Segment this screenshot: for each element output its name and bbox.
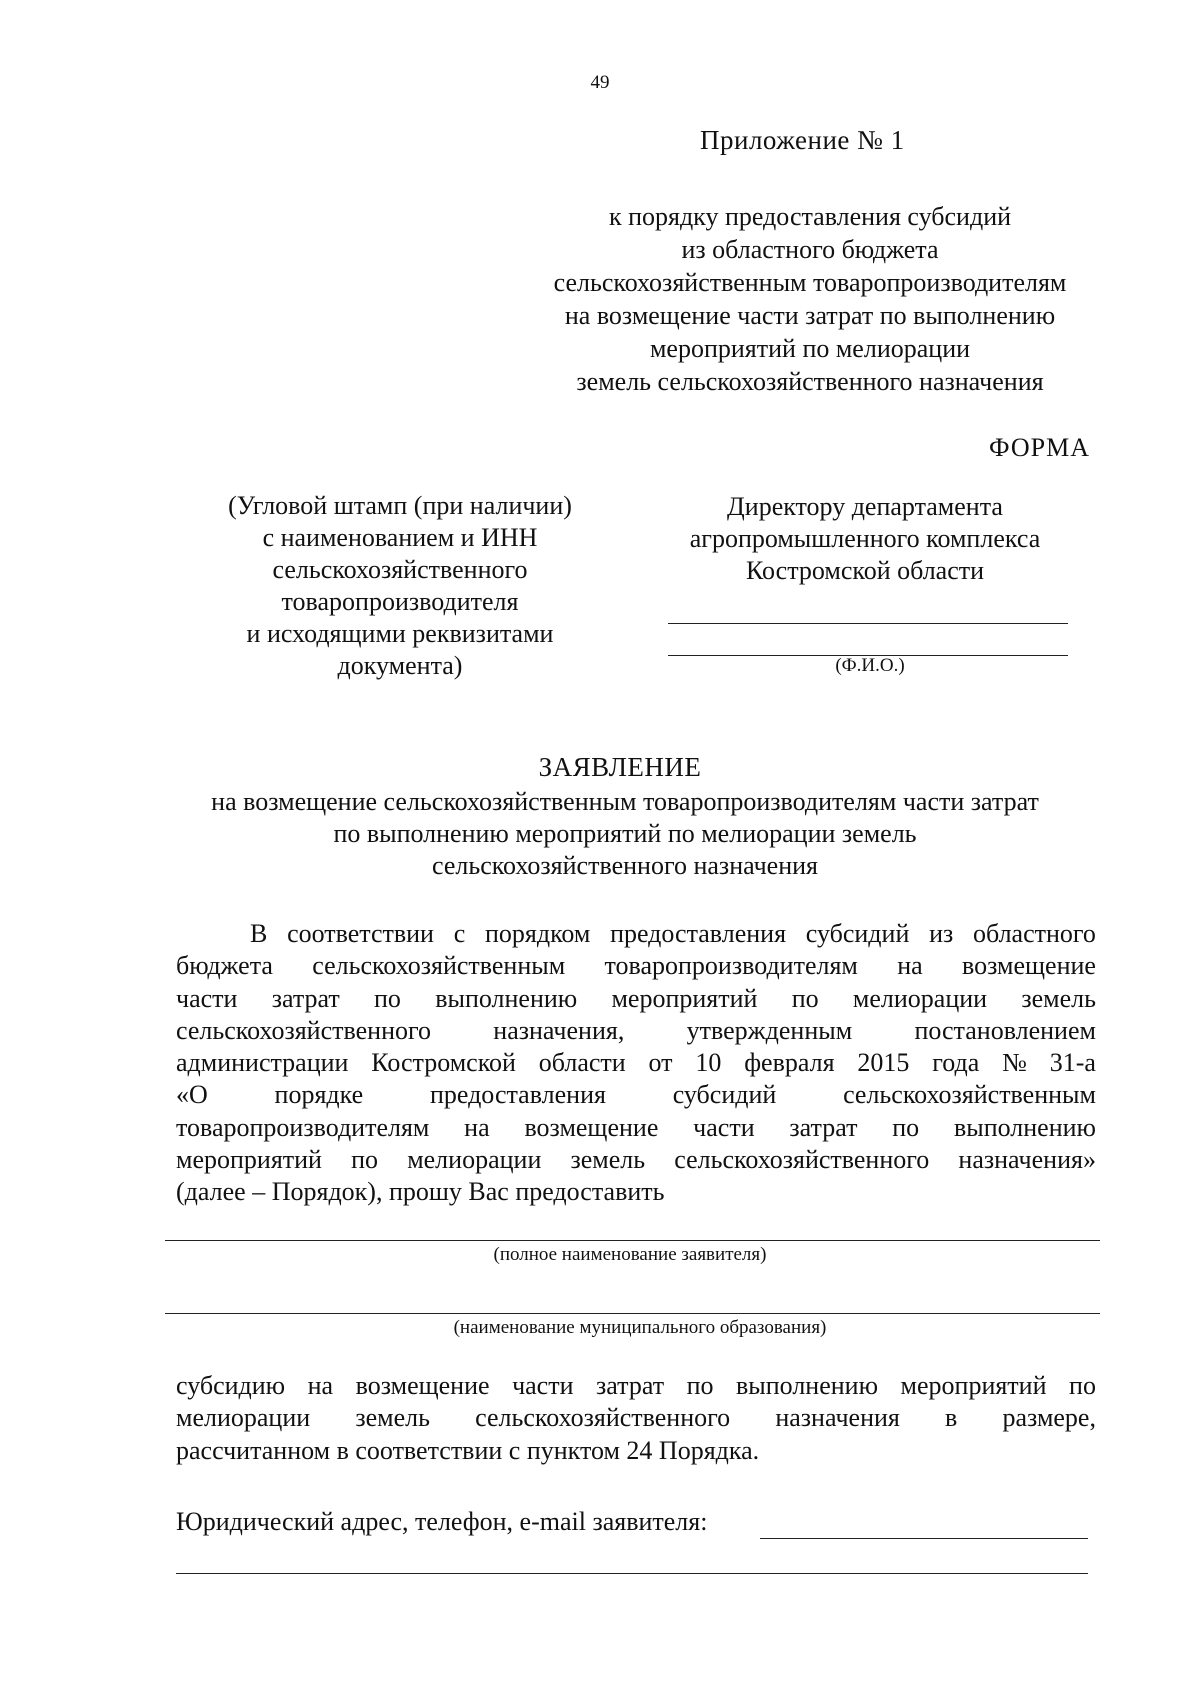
word: затрат: [596, 1371, 665, 1400]
body-line: [176, 983, 1096, 1015]
word: по: [374, 983, 401, 1013]
word: области: [538, 1048, 626, 1078]
word: по: [892, 1112, 920, 1142]
fio-caption: (Ф.И.О.): [835, 655, 905, 676]
word: предоставления: [429, 1080, 606, 1110]
word: областного: [972, 919, 1096, 948]
word: на: [464, 1112, 490, 1142]
word: затрат: [271, 983, 340, 1013]
applicant-name-caption: (полное наименование заявителя): [493, 1244, 767, 1265]
statement-subtitle-line: по выполнению мероприятий по мелиорации земель: [333, 819, 917, 848]
word: мелиорации: [852, 983, 988, 1013]
word: по: [1069, 1371, 1096, 1400]
body-line: [176, 1079, 1096, 1111]
word: сельскохозяйственного: [475, 1403, 731, 1433]
body-line: [176, 1144, 1096, 1176]
word: мероприятий: [900, 1371, 1047, 1400]
statement-subtitle-line: сельскохозяйственного назначения: [431, 851, 819, 880]
word: сельскохозяйственного: [176, 1015, 431, 1045]
contact-label: Юридический адрес, телефон, e-mail заявителя:: [176, 1507, 708, 1536]
word: на: [307, 1371, 334, 1400]
word: земель: [355, 1403, 430, 1433]
statement-body-paragraph: [176, 918, 1096, 1209]
word: товаропроизводителям: [176, 1112, 430, 1142]
word: февраля: [744, 1048, 835, 1078]
body-line: [176, 1015, 1096, 1047]
word: №: [1002, 1048, 1027, 1078]
word: по: [351, 1145, 379, 1175]
word: мелиорации: [407, 1145, 542, 1175]
word: части: [176, 983, 238, 1013]
word: сельскохозяйственного: [674, 1145, 930, 1175]
word: возмещение: [355, 1371, 490, 1400]
word: на: [897, 951, 923, 981]
word: субсидий: [805, 919, 910, 948]
word: из: [929, 919, 954, 948]
statement-subtitle: [150, 786, 1100, 882]
word: 10: [695, 1048, 722, 1078]
word: мероприятий: [611, 983, 758, 1013]
addressee-blank-line-1: [668, 623, 1068, 624]
body-line: [176, 1112, 1096, 1144]
appendix-title: Приложение № 1: [700, 125, 905, 155]
word: мелиорации: [176, 1403, 311, 1433]
appendix-subtitle-line: мероприятий по мелиорации: [649, 334, 971, 363]
word: выполнению: [435, 983, 578, 1013]
word: земель: [1021, 983, 1096, 1013]
word: от: [648, 1048, 673, 1078]
municipality-blank-line: [165, 1313, 1100, 1314]
appendix-subtitle-line: земель сельскохозяйственного назначения: [576, 367, 1044, 396]
word: администрации: [176, 1048, 349, 1078]
word: размере,: [1002, 1403, 1096, 1433]
word: выполнению: [953, 1112, 1096, 1142]
body2-line: [176, 1402, 1096, 1434]
municipality-caption: (наименование муниципального образования): [453, 1317, 827, 1338]
word: порядком: [484, 919, 591, 948]
word: Костромской: [371, 1048, 516, 1078]
word: субсидий: [672, 1080, 777, 1110]
form-label: ФОРМА: [989, 433, 1090, 462]
appendix-subtitle: [500, 200, 1120, 398]
word: в: [945, 1403, 958, 1433]
contact-blank-line-1: [760, 1538, 1088, 1539]
word: возмещение: [524, 1112, 659, 1142]
word: 2015: [857, 1048, 910, 1078]
word: 31-а: [1049, 1048, 1096, 1078]
word: постановлением: [914, 1015, 1096, 1045]
word: В: [250, 919, 268, 948]
addressee-line: Костромской области: [745, 556, 985, 585]
body2-line: [176, 1370, 1096, 1402]
word: порядке: [274, 1080, 364, 1110]
stamp-line: с наименованием и ИНН: [262, 523, 538, 552]
word: назначения»: [958, 1145, 1096, 1175]
stamp-line: товаропроизводителя: [281, 587, 519, 616]
appendix-subtitle-line: из областного бюджета: [681, 235, 939, 264]
statement-title: ЗАЯВЛЕНИЕ: [538, 752, 702, 782]
body2-line: рассчитанном в соответствии с пунктом 24 Порядка.: [176, 1435, 760, 1465]
word: сельскохозяйственным: [843, 1080, 1096, 1110]
word: назначения: [775, 1403, 900, 1433]
corner-stamp-block: [170, 490, 630, 682]
stamp-line: сельскохозяйственного: [272, 555, 528, 584]
statement-body-paragraph-2: [176, 1370, 1096, 1467]
addressee-block: [640, 491, 1090, 587]
word: затрат: [789, 1112, 858, 1142]
body-line: [176, 1047, 1096, 1079]
appendix-subtitle-line: на возмещение части затрат по выполнению: [564, 301, 1056, 330]
word: сельскохозяйственным: [312, 951, 566, 981]
word: предоставления: [610, 919, 787, 948]
word: «О: [176, 1080, 208, 1110]
word: мероприятий: [176, 1145, 322, 1175]
word: назначения,: [493, 1015, 625, 1045]
addressee-line: агропромышленного комплекса: [689, 524, 1041, 553]
word: с: [453, 919, 466, 948]
word: части: [693, 1112, 755, 1142]
appendix-subtitle-line: к порядку предоставления субсидий: [608, 202, 1012, 231]
word: товаропроизводителям: [604, 951, 858, 981]
word: по: [791, 983, 819, 1013]
word: выполнению: [736, 1371, 879, 1400]
word: субсидию: [176, 1371, 286, 1400]
word: бюджета: [176, 951, 273, 981]
word: соответствии: [287, 919, 434, 948]
word: возмещение: [962, 951, 1096, 981]
applicant-name-blank-line: [165, 1240, 1100, 1241]
body-line: [176, 918, 1096, 950]
body-line: [176, 950, 1096, 982]
word: утвержденным: [686, 1015, 853, 1045]
contact-blank-line-2: [176, 1573, 1088, 1574]
word: по: [686, 1371, 714, 1400]
word: года: [932, 1048, 980, 1078]
stamp-line: (Угловой штамп (при наличии): [228, 491, 572, 520]
word: земель: [570, 1145, 646, 1175]
stamp-line: и исходящими реквизитами: [246, 619, 554, 648]
addressee-line: Директору департамента: [727, 492, 1003, 521]
page-number: 49: [590, 72, 610, 93]
statement-subtitle-line: на возмещение сельскохозяйственным товаропроизводителям части затрат: [211, 787, 1039, 816]
appendix-subtitle-line: сельскохозяйственным товаропроизводителям: [553, 268, 1067, 297]
stamp-line: документа): [337, 651, 463, 680]
word: части: [512, 1371, 574, 1400]
body-line: (далее – Порядок), прошу Вас предоставить: [176, 1177, 665, 1207]
